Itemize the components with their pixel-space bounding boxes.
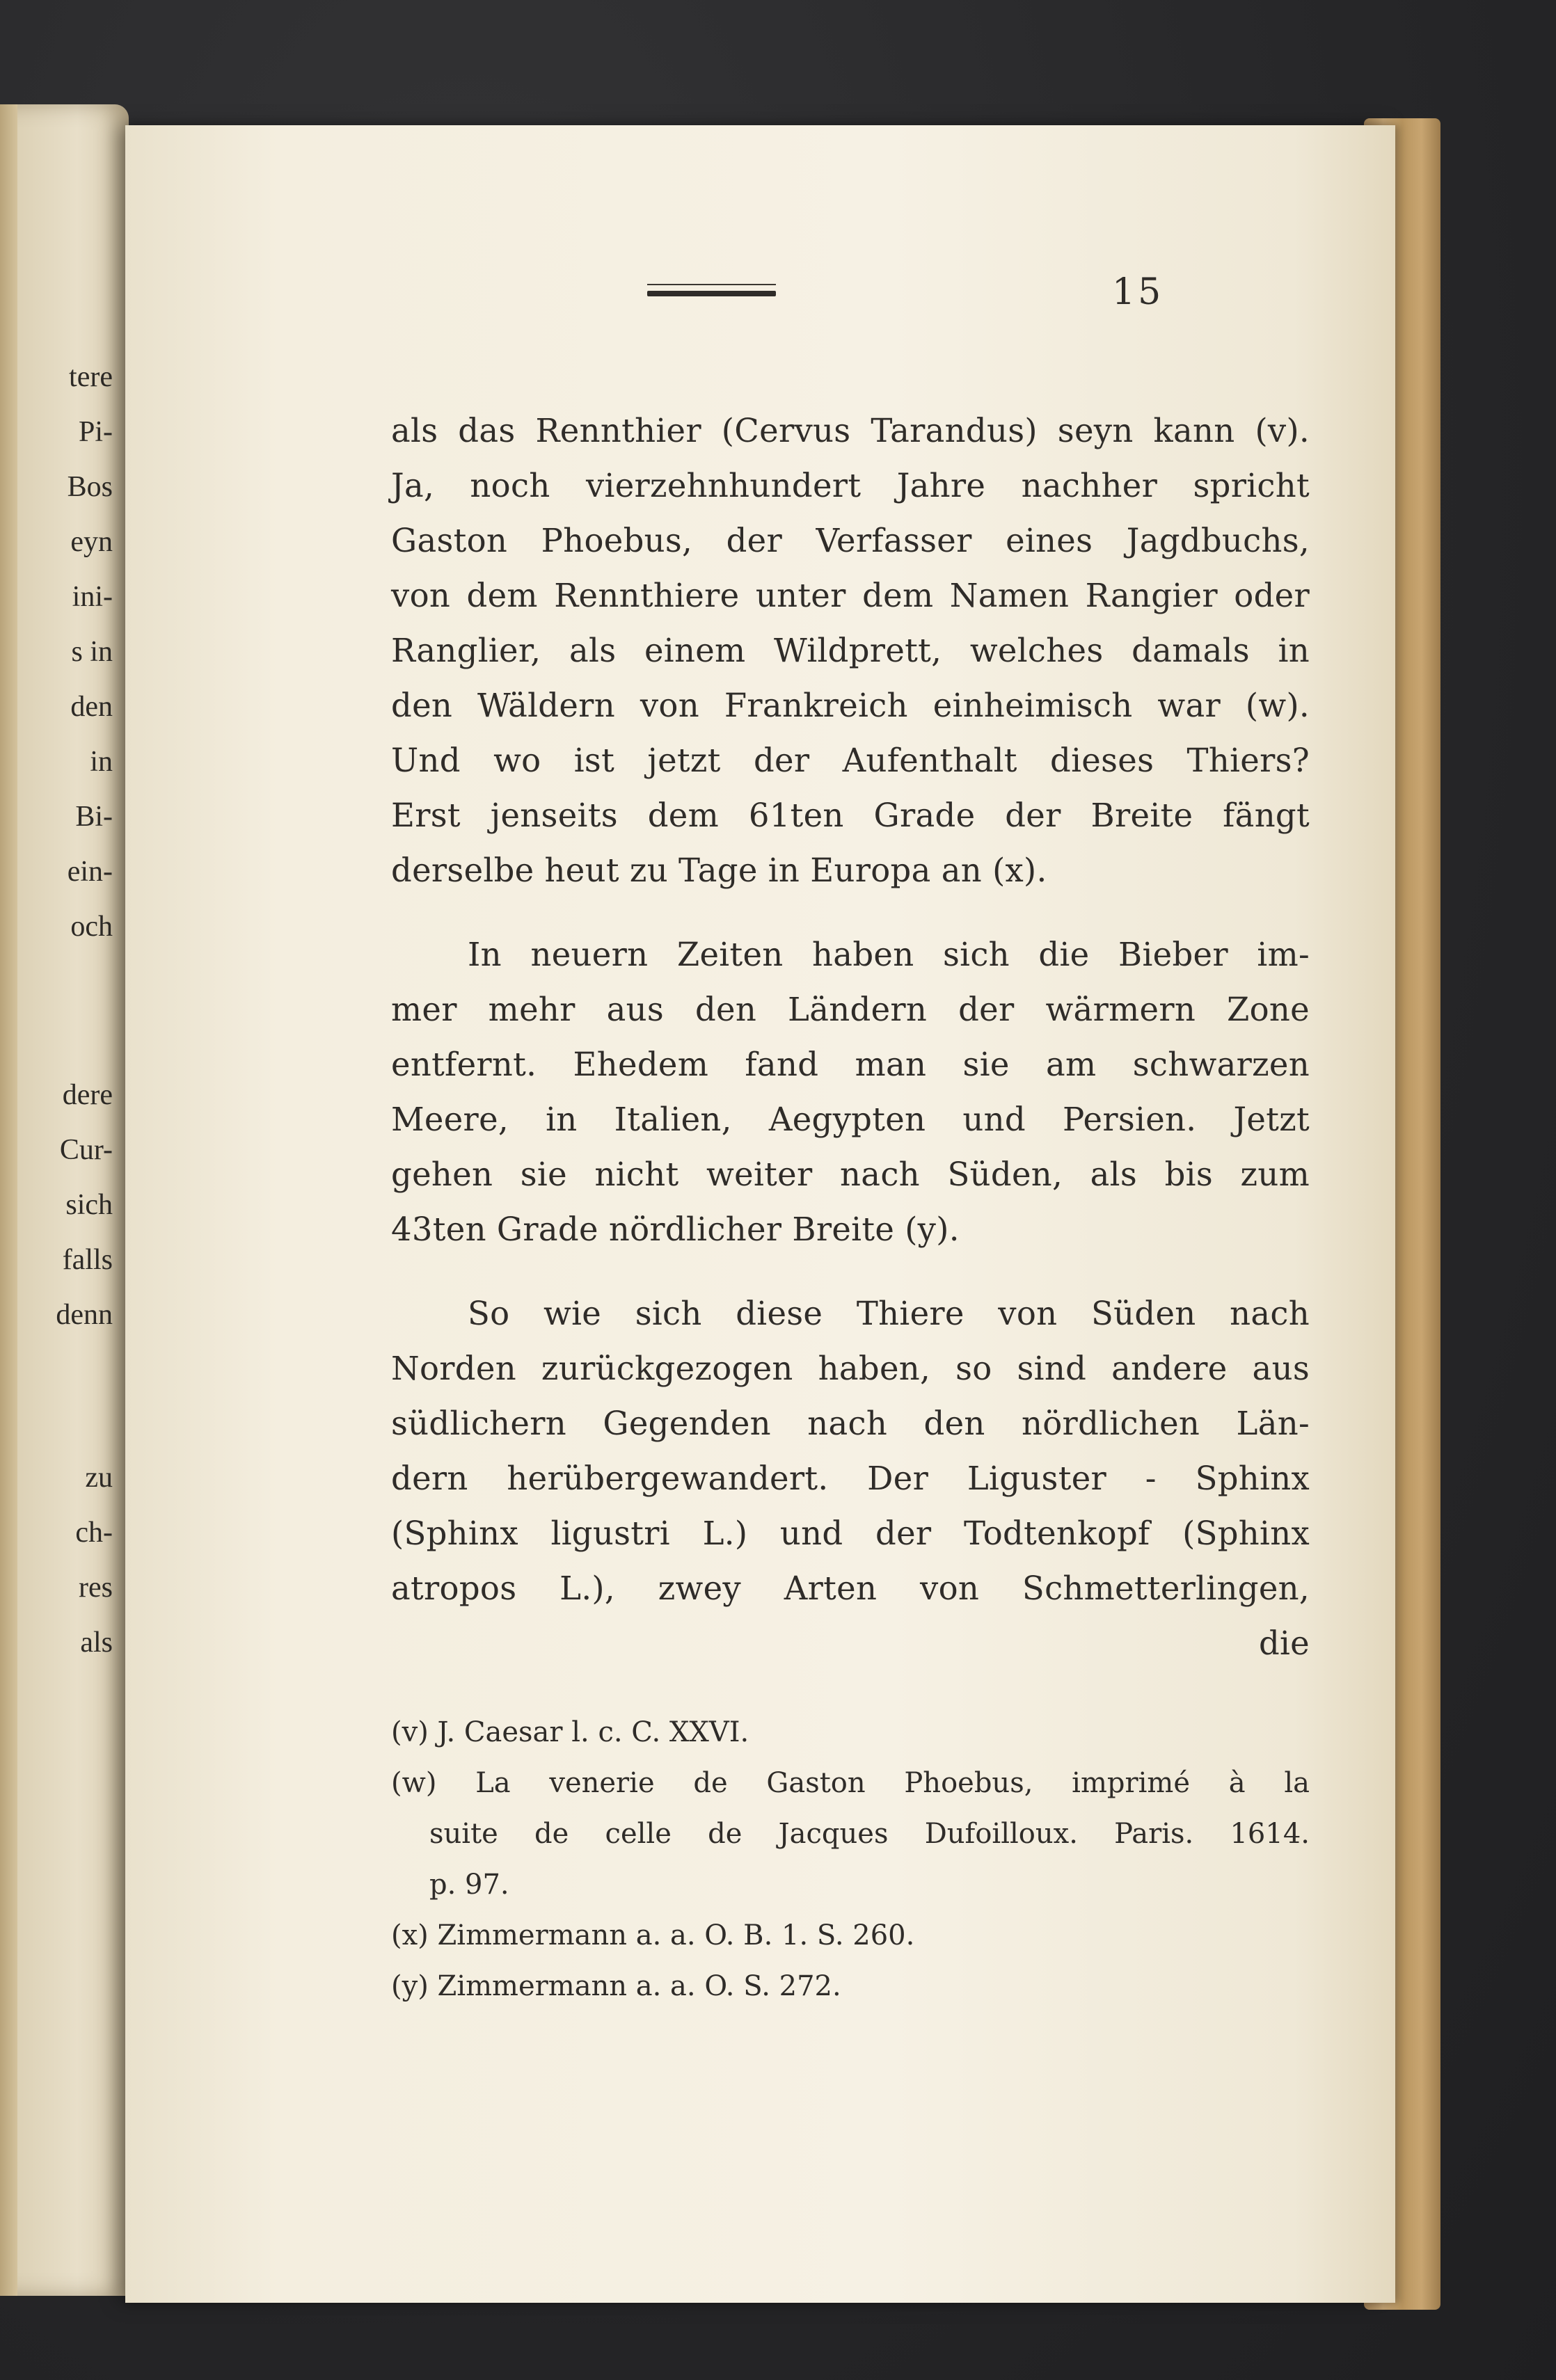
text-line: entfernt. Ehedem fand man sie am schwarzen	[391, 1046, 1310, 1083]
footnotes	[391, 1707, 1310, 2012]
footnote: (y) Zimmermann a. a. O. S. 272.	[391, 1970, 841, 2002]
text-line: derselbe heut zu Tage in Europa an (x).	[391, 852, 1047, 889]
left-fragment: tere	[69, 361, 113, 393]
left-fragment: Bi-	[75, 801, 113, 833]
footnote: (w) La venerie de Gaston Phoebus, imprimé à la	[391, 1767, 1310, 1799]
left-fragment: ein-	[67, 856, 113, 888]
left-fragment: zu	[85, 1462, 113, 1494]
text-line: dern herübergewandert. Der Liguster - Sphinx	[391, 1460, 1310, 1497]
left-fragment: falls	[62, 1244, 113, 1276]
text-line: atropos L.), zwey Arten von Schmetterlingen,	[391, 1570, 1310, 1607]
text-line: Ranglier, als einem Wildprett, welches damals in	[391, 632, 1310, 669]
text-line: (Sphinx ligustri L.) und der Todtenkopf (Sphinx	[391, 1515, 1310, 1552]
left-fragment: den	[70, 691, 113, 723]
left-fragment: denn	[56, 1299, 113, 1331]
page-number: 15	[1112, 271, 1164, 313]
footnote: (v) J. Caesar l. c. C. XXVI.	[391, 1716, 749, 1748]
left-fragment: Pi-	[78, 416, 113, 448]
catchword: die	[1258, 1624, 1310, 1662]
left-fragment: Bos	[67, 471, 113, 503]
text-line: gehen sie nicht weiter nach Süden, als bis zum	[391, 1156, 1310, 1193]
text-line: Erst jenseits dem 61ten Grade der Breite fängt	[391, 797, 1310, 834]
left-fragment: als	[80, 1627, 113, 1659]
left-fragment: eyn	[70, 526, 113, 558]
text-line: als das Rennthier (Cervus Tarandus) seyn kann (v).	[391, 412, 1310, 449]
text-line: Und wo ist jetzt der Aufenthalt dieses Thiers?	[391, 742, 1310, 779]
text-line: Gaston Phoebus, der Verfasser eines Jagdbuchs,	[391, 522, 1310, 559]
text-line: In neuern Zeiten haben sich die Bieber im-	[468, 936, 1310, 973]
text-line: von dem Rennthiere unter dem Namen Rangier oder	[391, 577, 1310, 614]
text-line: den Wäldern von Frankreich einheimisch war (w).	[391, 687, 1310, 724]
left-fragment: ini-	[72, 581, 113, 613]
left-fragment: dere	[62, 1079, 113, 1111]
text-line: So wie sich diese Thiere von Süden nach	[468, 1295, 1310, 1332]
left-fragment: s in	[71, 636, 113, 668]
left-fragment: Cur-	[59, 1134, 113, 1166]
footnote-continuation: p. 97.	[429, 1869, 509, 1901]
page-body	[391, 404, 1310, 2012]
text-line: mer mehr aus den Ländern der wärmern Zone	[391, 991, 1310, 1028]
text-line: 43ten Grade nördlicher Breite (y).	[391, 1211, 960, 1248]
left-fragment: ch-	[75, 1517, 113, 1549]
text-line: Meere, in Italien, Aegypten und Persien. Jetzt	[391, 1101, 1310, 1138]
left-fragment: och	[70, 911, 113, 943]
main-page	[125, 125, 1395, 2303]
footnote-continuation: suite de celle de Jacques Dufoilloux. Paris. 1614.	[429, 1818, 1310, 1850]
left-fragment: sich	[65, 1189, 113, 1221]
left-fragment: res	[79, 1572, 113, 1604]
footnote: (x) Zimmermann a. a. O. B. 1. S. 260.	[391, 1919, 915, 1951]
header-rule	[647, 291, 776, 296]
left-fragment: in	[90, 746, 113, 778]
text-line: Ja, noch vierzehnhundert Jahre nachher spricht	[391, 467, 1310, 504]
left-facing-page	[0, 104, 129, 2296]
text-line: südlichern Gegenden nach den nördlichen Län-	[391, 1405, 1310, 1442]
text-line: Norden zurückgezogen haben, so sind andere aus	[391, 1350, 1310, 1387]
